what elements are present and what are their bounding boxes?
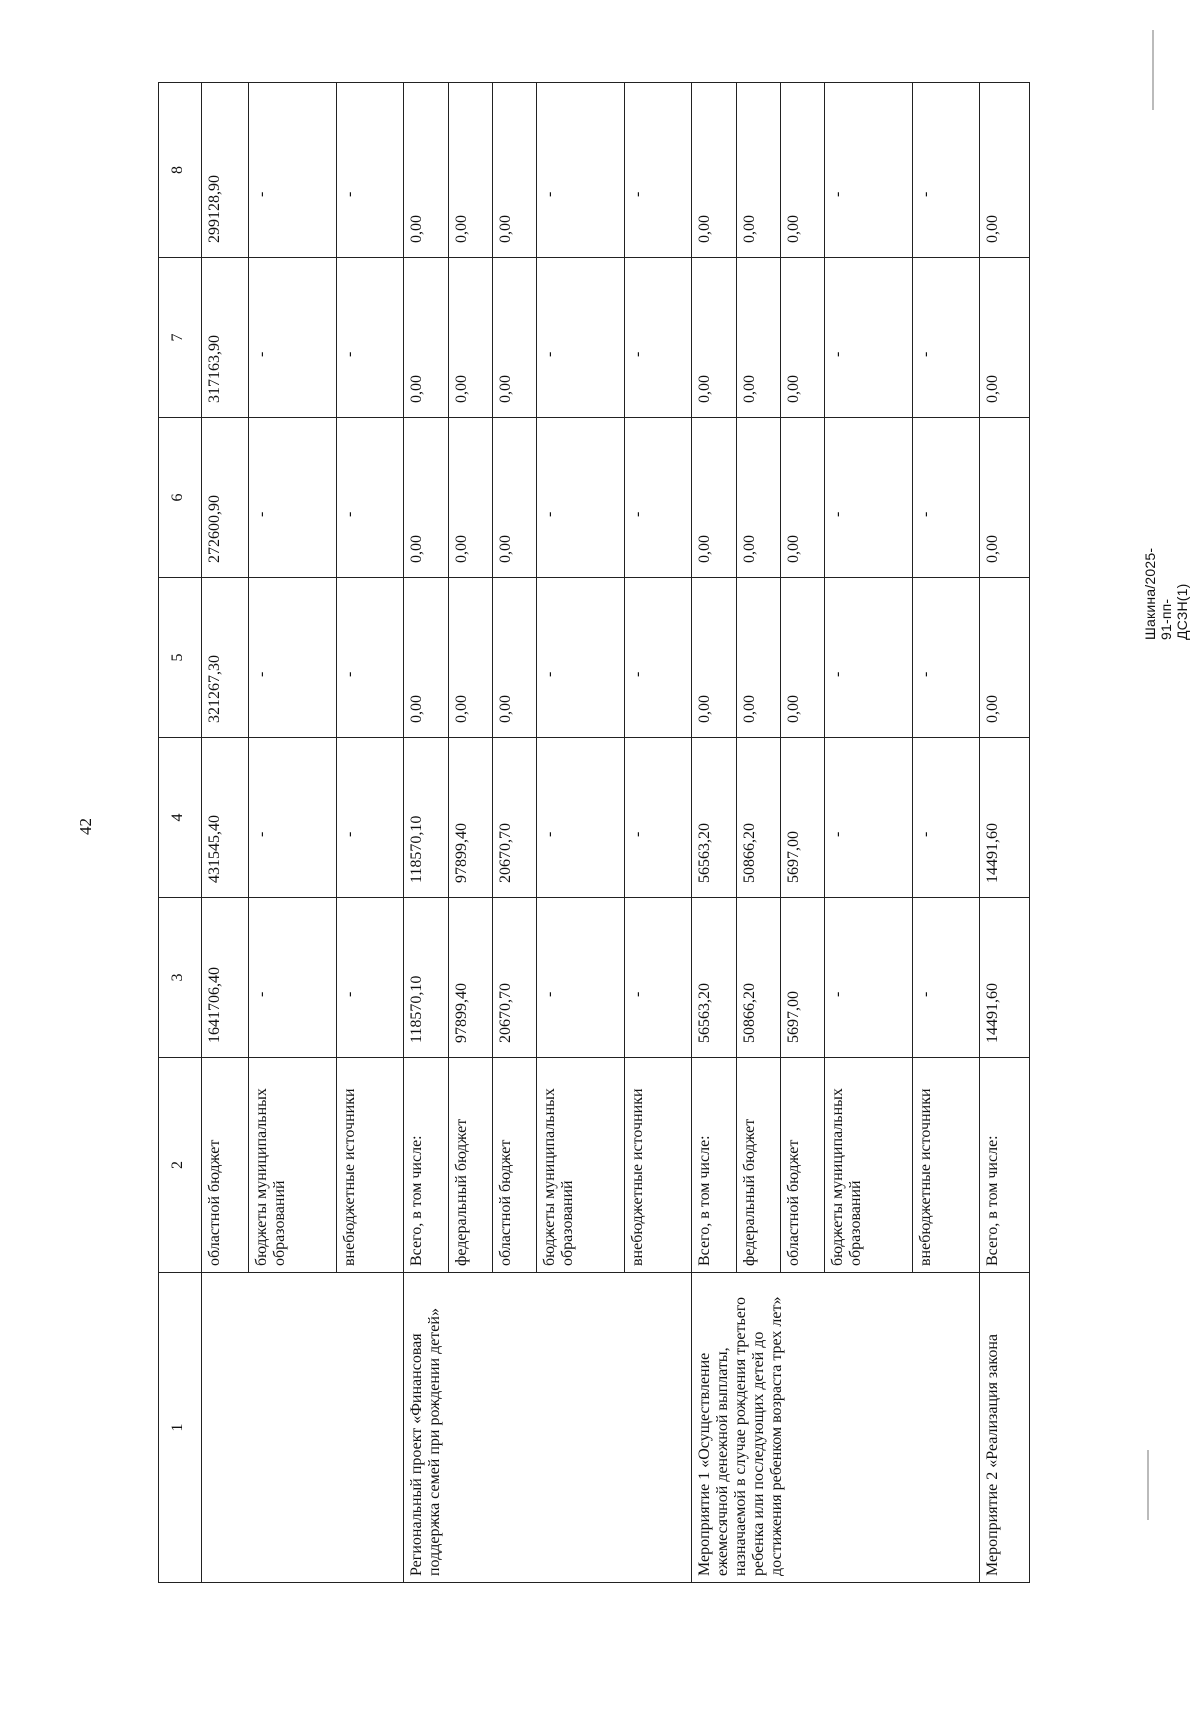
value-cell: 0,00 bbox=[781, 258, 825, 418]
group-name-cell: Мероприятие 1 «Осуществление ежемесячной денежной выплаты, назначаемой в случае рождения третьего ребенка или последующих детей до достижения ребенком возраста трех лет» bbox=[692, 1273, 980, 1583]
value-cell: 0,00 bbox=[692, 418, 737, 578]
value-cell: - bbox=[249, 738, 337, 898]
budget-table bbox=[158, 82, 1030, 1583]
value-cell: - bbox=[337, 578, 404, 738]
value-cell: - bbox=[625, 258, 692, 418]
value-cell: 0,00 bbox=[493, 258, 537, 418]
column-header: 3 bbox=[159, 898, 202, 1058]
value-cell: 321267,30 bbox=[202, 578, 249, 738]
value-cell: - bbox=[249, 83, 337, 258]
value-cell: - bbox=[337, 418, 404, 578]
value-cell: 0,00 bbox=[404, 578, 449, 738]
column-header: 1 bbox=[159, 1273, 202, 1583]
source-cell: областной бюджет bbox=[493, 1058, 537, 1273]
value-cell: 0,00 bbox=[737, 578, 781, 738]
value-cell: 50866,20 bbox=[737, 898, 781, 1058]
scan-edge-line bbox=[1152, 30, 1154, 110]
value-cell: 0,00 bbox=[737, 418, 781, 578]
value-cell: - bbox=[825, 738, 913, 898]
value-cell: 0,00 bbox=[449, 258, 493, 418]
table-header-row bbox=[159, 83, 202, 1583]
table-row bbox=[692, 83, 737, 1583]
source-cell: Всего, в том числе: bbox=[692, 1058, 737, 1273]
value-cell: 0,00 bbox=[980, 578, 1030, 738]
column-header: 8 bbox=[159, 83, 202, 258]
column-header: 6 bbox=[159, 418, 202, 578]
value-cell: 56563,20 bbox=[692, 898, 737, 1058]
value-cell: 0,00 bbox=[493, 418, 537, 578]
value-cell: - bbox=[249, 418, 337, 578]
group-name-cell bbox=[202, 1273, 404, 1583]
value-cell: 20670,70 bbox=[493, 738, 537, 898]
source-cell: бюджеты муниципальных образований bbox=[825, 1058, 913, 1273]
value-cell: - bbox=[913, 83, 980, 258]
value-cell: - bbox=[249, 898, 337, 1058]
value-cell: 0,00 bbox=[692, 578, 737, 738]
value-cell: 0,00 bbox=[449, 578, 493, 738]
value-cell: 20670,70 bbox=[493, 898, 537, 1058]
value-cell: - bbox=[913, 738, 980, 898]
column-header: 2 bbox=[159, 1058, 202, 1273]
value-cell: 118570,10 bbox=[404, 738, 449, 898]
value-cell: 0,00 bbox=[493, 83, 537, 258]
value-cell: - bbox=[825, 258, 913, 418]
source-cell: областной бюджет bbox=[781, 1058, 825, 1273]
group-name-cell: Мероприятие 2 «Реализация закона bbox=[980, 1273, 1030, 1583]
source-cell: бюджеты муниципальных образований bbox=[249, 1058, 337, 1273]
source-cell: Всего, в том числе: bbox=[980, 1058, 1030, 1273]
value-cell: - bbox=[913, 898, 980, 1058]
scan-edge-line bbox=[1147, 1450, 1149, 1520]
value-cell: - bbox=[913, 258, 980, 418]
table-row bbox=[202, 83, 249, 1583]
source-cell: Всего, в том числе: bbox=[404, 1058, 449, 1273]
source-cell: бюджеты муниципальных образований bbox=[537, 1058, 625, 1273]
value-cell: - bbox=[625, 738, 692, 898]
value-cell: - bbox=[913, 578, 980, 738]
value-cell: - bbox=[249, 258, 337, 418]
value-cell: 0,00 bbox=[692, 83, 737, 258]
value-cell: - bbox=[537, 418, 625, 578]
value-cell: - bbox=[337, 738, 404, 898]
table-row bbox=[404, 83, 449, 1583]
source-cell: внебюджетные источники bbox=[913, 1058, 980, 1273]
value-cell: - bbox=[825, 578, 913, 738]
footer-document-code: Шакина/2025-91-пп-ДСЗН(1) bbox=[1142, 547, 1190, 640]
value-cell: 272600,90 bbox=[202, 418, 249, 578]
column-header: 5 bbox=[159, 578, 202, 738]
value-cell: 0,00 bbox=[737, 83, 781, 258]
value-cell: 118570,10 bbox=[404, 898, 449, 1058]
page-number: 42 bbox=[76, 818, 95, 835]
value-cell: 0,00 bbox=[404, 258, 449, 418]
value-cell: 0,00 bbox=[781, 418, 825, 578]
source-cell: внебюджетные источники bbox=[337, 1058, 404, 1273]
source-cell: областной бюджет bbox=[202, 1058, 249, 1273]
value-cell: 0,00 bbox=[449, 83, 493, 258]
value-cell: - bbox=[337, 83, 404, 258]
value-cell: - bbox=[537, 258, 625, 418]
value-cell: - bbox=[537, 898, 625, 1058]
value-cell: 1641706,40 bbox=[202, 898, 249, 1058]
value-cell: 0,00 bbox=[737, 258, 781, 418]
value-cell: 0,00 bbox=[781, 578, 825, 738]
source-cell: федеральный бюджет bbox=[449, 1058, 493, 1273]
value-cell: - bbox=[249, 578, 337, 738]
value-cell: 50866,20 bbox=[737, 738, 781, 898]
value-cell: - bbox=[537, 578, 625, 738]
value-cell: - bbox=[825, 83, 913, 258]
value-cell: 0,00 bbox=[493, 578, 537, 738]
value-cell: 14491,60 bbox=[980, 898, 1030, 1058]
value-cell: 0,00 bbox=[404, 83, 449, 258]
value-cell: 0,00 bbox=[781, 83, 825, 258]
source-cell: федеральный бюджет bbox=[737, 1058, 781, 1273]
value-cell: 5697,00 bbox=[781, 738, 825, 898]
value-cell: - bbox=[537, 738, 625, 898]
value-cell: 97899,40 bbox=[449, 898, 493, 1058]
rotated-table-container bbox=[158, 83, 1086, 1583]
value-cell: - bbox=[625, 578, 692, 738]
value-cell: 0,00 bbox=[692, 258, 737, 418]
value-cell: 317163,90 bbox=[202, 258, 249, 418]
value-cell: 56563,20 bbox=[692, 738, 737, 898]
column-header: 4 bbox=[159, 738, 202, 898]
table-row bbox=[980, 83, 1030, 1583]
value-cell: 299128,90 bbox=[202, 83, 249, 258]
value-cell: 0,00 bbox=[980, 83, 1030, 258]
value-cell: - bbox=[825, 898, 913, 1058]
value-cell: 431545,40 bbox=[202, 738, 249, 898]
value-cell: - bbox=[825, 418, 913, 578]
value-cell: 0,00 bbox=[980, 258, 1030, 418]
value-cell: - bbox=[625, 83, 692, 258]
group-name-cell: Региональный проект «Финансовая поддержка семей при рождении детей» bbox=[404, 1273, 692, 1583]
source-cell: внебюджетные источники bbox=[625, 1058, 692, 1273]
value-cell: - bbox=[337, 898, 404, 1058]
value-cell: 5697,00 bbox=[781, 898, 825, 1058]
column-header: 7 bbox=[159, 258, 202, 418]
value-cell: 14491,60 bbox=[980, 738, 1030, 898]
value-cell: 0,00 bbox=[980, 418, 1030, 578]
value-cell: 0,00 bbox=[404, 418, 449, 578]
value-cell: - bbox=[625, 418, 692, 578]
value-cell: - bbox=[913, 418, 980, 578]
value-cell: - bbox=[625, 898, 692, 1058]
value-cell: 0,00 bbox=[449, 418, 493, 578]
value-cell: - bbox=[537, 83, 625, 258]
value-cell: - bbox=[337, 258, 404, 418]
value-cell: 97899,40 bbox=[449, 738, 493, 898]
